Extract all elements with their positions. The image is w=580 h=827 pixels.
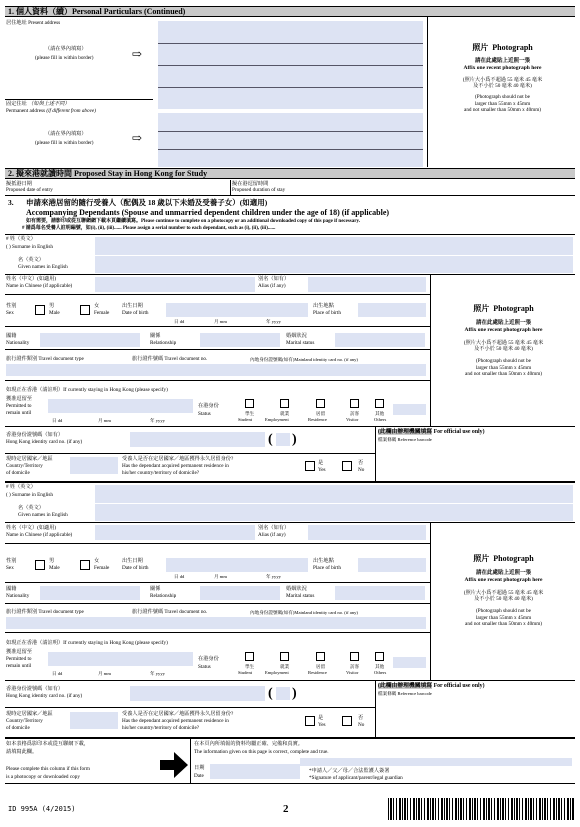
dep1-travel-field[interactable] [6,364,426,376]
dep1-female-zh: 女 [94,303,100,309]
permanent-address-label-zh: 固定住址 （如與上述不同） [6,101,70,107]
dep2-perm-q-en2: his/her country/territory of domicile? [122,725,200,731]
dep1-alias-field[interactable] [308,277,426,292]
dep1-permit-field[interactable] [48,399,193,413]
dep1-st-student-zh: 學生 [245,411,255,416]
dep2-alias-en: Alias (if any) [258,532,286,538]
dep2-pob-field[interactable] [358,558,426,572]
dep2-male-checkbox[interactable] [35,560,45,570]
dep2-dob-yyyy: 年 yyyy [266,574,281,579]
section-3-note-1: 如有需要，請影印或從互聯網網下載本頁繼續填寫。Please continue to complete on a photocopy or an additional downloaded copy of this page if necessary. [26,219,360,224]
dep1-given-zh: 名（英文） [18,257,44,263]
dep1-st-oth-zh: 其他 [375,411,385,416]
dep2-dob-zh: 出生日期 [122,558,143,564]
dep1-travel-type: 旅行證件類別 Travel document type [6,356,84,362]
dep2-dob-dd: 日 dd [174,574,185,579]
dep2-alias-field[interactable] [308,525,426,540]
dep2-travel-no: 旅行證件號碼 Travel document no. [132,609,208,615]
dep1-st-oth-en: Others [374,417,387,422]
dep2-ref-barcode: 檔案條碼 Reference barcode [378,691,432,696]
dep1-yes-zh: 是 [318,460,324,466]
dep2-no-zh: 否 [358,715,364,721]
dep1-male-checkbox[interactable] [35,305,45,315]
declaration-zh: 在本頁內所填報的資料均屬正確、完備和真實。 [194,741,303,747]
dep2-dob-en: Date of birth [122,565,149,571]
dep2-male-zh: 男 [49,558,55,564]
dep2-given-en: Given names in English [18,512,68,518]
duration-label-zh: 擬在港逗留時間 [232,181,269,187]
section-3-title-zh: 申請來港居留的隨行受養人（配偶及 18 歲以下未婚及受養子女）(如適用) [26,198,268,207]
dep1-no-checkbox[interactable] [342,461,352,471]
dep2-domicile-en1: Country/Territory [6,718,43,724]
dep2-st-emp-en: Employment [265,670,289,675]
dep2-st-res-zh: 居留 [316,664,326,669]
dep1-surname-zh: # 姓（英文） [6,236,36,242]
photo-size-en-2: larger than 55mm x 45mm [474,100,531,107]
dep1-permit-dd: 日 dd [52,418,63,423]
dep2-status-residence-checkbox[interactable] [316,652,325,661]
dep1-no-en: No [358,467,365,473]
dep2-dob-field[interactable] [166,558,308,572]
dep2-permit-mm: 月 mm [98,671,111,676]
dep2-yes-zh: 是 [318,715,324,721]
dep1-yes-en: Yes [318,467,326,473]
dep2-st-emp-zh: 就業 [280,664,290,669]
dep2-surname-field[interactable] [95,485,573,503]
dep2-st-oth-zh: 其他 [375,664,385,669]
dep1-sex-en: Sex [6,310,14,316]
dep2-in-hk: 如現正在香港（請註明）If currently staying in Hong Kong (please specify) [6,640,168,646]
dep2-hkid-paren: ( [268,686,273,701]
dep2-st-res-en: Residence [308,670,327,675]
dep1-st-res-en: Residence [308,417,327,422]
dep1-permit-en1: Permitted to [6,403,32,409]
dep2-permit-dd: 日 dd [52,671,63,676]
dep1-relationship-en: Relationship [150,340,177,346]
dep2-sex-en: Sex [6,565,14,571]
dep1-hkid-paren: ( [268,432,273,447]
dep2-status-en: Status [198,664,211,670]
photo-size-en-1: (Photograph should not be [475,94,530,101]
dep1-marital-zh: 婚姻狀況 [286,333,307,339]
dep1-status-employment-checkbox[interactable] [280,399,289,408]
dep2-surname-en: ( ) Surname in English [6,492,53,498]
dep1-nationality-en: Nationality [6,340,30,346]
section-2-header: 2. 擬來港就讀時間 Proposed Stay in Hong Kong for Study [5,168,575,179]
dep1-in-hk: 如現正在香港（請註明）If currently staying in Hong Kong (please specify) [6,387,168,393]
fill-hint-en: (please fill in within border) [35,55,94,61]
dep1-domicile-field[interactable] [70,457,118,474]
dep2-domicile-zh: 現時定居國家／地區 [6,711,53,717]
photocopy-note-zh-1: 如本表格爲影印本或從互聯網下載， [6,741,90,747]
dep2-travel-type: 旅行證件類別 Travel document type [6,609,84,615]
dep1-hkid-en: Hong Kong identity card no. (if any) [6,439,83,445]
dep1-alias-en: Alias (if any) [258,283,286,289]
dep2-status-others-checkbox[interactable] [375,652,384,661]
dep1-permit-mm: 月 mm [98,418,111,423]
dep1-dob-en: Date of birth [122,310,149,316]
section-3-number: 3. [8,198,14,207]
dep1-official-use: (此欄由辦理機關填寫 For official use only) [378,429,485,435]
dep1-nationality-field[interactable] [40,333,140,347]
section-3-note-2: # 請爲每名受養人註明編號，如(i), (ii), (iii)...... Please assign a serial number to each dependant, such as (i), (ii), (iii)...... [22,226,276,231]
dep2-chinese-name-en: Name in Chinese (if applicable) [6,532,73,538]
dep1-dob-zh: 出生日期 [122,303,143,309]
dep1-surname-en: ( ) Surname in English [6,244,53,250]
dep1-st-emp-en: Employment [265,417,289,422]
dep1-domicile-zh: 現時定居國家／地區 [6,456,53,462]
dep2-dob-mm: 月 mm [214,574,227,579]
signature-label-zh: *申請人／父／母／合法監護人簽署 [309,768,390,774]
dep2-no-en: No [358,722,365,728]
dep2-st-oth-en: Others [374,670,387,675]
dep1-marital-en: Marital status [286,340,315,346]
dep1-pob-zh: 出生地點 [313,303,334,309]
dep1-surname-field[interactable] [95,237,573,255]
dep2-official-use: (此欄由辦理機關填寫 For official use only) [378,683,485,689]
dep1-alias-zh: 別名（如有） [258,276,290,282]
dep1-st-student-en: Student [238,417,253,422]
dep1-relationship-zh: 關係 [150,333,161,339]
page-number: 2 [283,803,289,815]
dep2-marital-en: Marital status [286,593,315,599]
photocopy-note-en-2: is a photocopy or downloaded copy [6,774,80,780]
dep2-yes-en: Yes [318,722,326,728]
dep1-status-others-checkbox[interactable] [375,399,384,408]
photo-area-2[interactable]: 照片 Photograph 請在此處貼上近照一張 Affix one recent photograph here (照片大小爲不超過 55 毫米 45 毫米 及不小於 50 毫米 40 毫米) (Photograph should not be larger than 55mm x 45mm and not smaller than 50mm x 40mm) [463,304,544,377]
signature-field[interactable] [300,758,572,766]
fill-hint-zh-2: （請在界內填寫） [45,131,87,137]
date-field[interactable] [210,764,300,779]
dep2-status-zh: 在港身份 [198,656,219,662]
dep2-hkid-zh: 香港身份證號碼（如有） [6,686,64,692]
dep2-no-checkbox[interactable] [342,716,352,726]
dep1-given-en: Given names in English [18,264,68,270]
dep2-male-en: Male [49,565,60,571]
dep1-male-zh: 男 [49,303,55,309]
date-label-zh: 日期 [194,765,205,771]
dep1-permit-en2: remain until [6,410,32,416]
dep2-travel-field[interactable] [6,617,426,629]
dep2-nationality-field[interactable] [40,586,140,600]
dep1-dob-mm: 月 mm [214,319,227,324]
form-id: ID 995A (4/2015) [8,805,76,813]
dep2-hkid-paren-close: ) [292,686,297,701]
arrow-right-icon-2: ⇨ [132,131,143,145]
dep2-st-student-en: Student [238,670,253,675]
dep2-marital-zh: 婚姻狀況 [286,586,307,592]
dep2-permit-en2: remain until [6,663,32,669]
dep2-yes-checkbox[interactable] [305,716,315,726]
dep1-permit-zh: 獲准逗留至 [6,396,32,402]
dep2-chinese-name-zh: 姓名（中文）(如適用) [6,525,57,531]
dep1-dob-dd: 日 dd [174,319,185,324]
dep2-status-student-checkbox[interactable] [245,652,254,661]
dep2-status-visitor-checkbox[interactable] [350,652,359,661]
dep2-relationship-en: Relationship [150,593,177,599]
dep1-dob-yyyy: 年 yyyy [266,319,281,324]
fill-hint-zh: （請在界內填寫） [45,46,87,52]
dep2-sex-zh: 性別 [6,558,17,564]
dep1-female-en: Female [94,310,110,316]
dep1-given-field[interactable] [95,256,573,273]
dep2-given-zh: 名（英文） [18,505,44,511]
dep2-relationship-field[interactable] [200,586,280,600]
dep1-travel-no: 旅行證件號碼 Travel document no. [132,356,208,362]
dep2-hkid-field[interactable] [130,686,265,701]
dep2-st-student-zh: 學生 [245,664,255,669]
photo-area-1[interactable] [430,43,575,113]
photo-size-zh-2: 及不小於 50 毫米 40 毫米) [473,83,532,90]
dep2-chinese-name-field[interactable] [95,525,255,540]
dep1-st-res-zh: 居留 [316,411,326,416]
photo-affix-zh: 請在此處貼上近照一張 [474,58,530,64]
dep1-sex-zh: 性別 [6,303,17,309]
dep2-st-vis-zh: 訪客 [350,664,360,669]
section-3-title-en: Accompanying Dependants (Spouse and unmarried dependent children under the age of 18) (if applicable) [26,208,390,217]
dep1-relationship-field[interactable] [200,333,280,347]
fill-hint-en-2: (please fill in within border) [35,140,94,146]
signature-label-en: *Signature of applicant/parent/legal guardian [309,775,403,781]
dep1-hkid-zh: 香港身份證號碼（如有） [6,432,64,438]
dep1-pob-en: Place of birth [313,310,341,316]
dep1-female-checkbox[interactable] [80,305,90,315]
photocopy-note-zh-2: 請填寫此欄。 [6,749,38,755]
section-1-header: 1. 個人資料（續）Personal Particulars (Continued) [5,6,575,17]
dep1-domicile-en2: of domicile [6,470,30,476]
dep1-chinese-name-field[interactable] [95,277,255,292]
dep2-female-zh: 女 [94,558,100,564]
dep2-perm-q-en1: Has the dependant acquired permanent residence in [122,718,229,724]
photo-size-en-3: and not smaller than 50mm x 40mm) [464,106,541,113]
dep2-permit-en1: Permitted to [6,656,32,662]
dep1-status-other-field[interactable] [393,404,426,415]
dep1-hkid-field[interactable] [130,432,265,447]
dep1-permit-yyyy: 年 yyyy [150,418,165,423]
dep1-st-emp-zh: 就業 [280,411,290,416]
dep1-status-residence-checkbox[interactable] [316,399,325,408]
dep2-mainland-id: 內地身份證號碼(如有)Mainland identity card no. (if any) [250,610,358,615]
photocopy-note-en-1: Please complete this column if this form [6,766,90,772]
photo-area-3[interactable]: 照片 Photograph 請在此處貼上近照一張 Affix one recent photograph here (照片大小爲不超過 55 毫米 45 毫米 及不小於 50 毫米 40 毫米) (Photograph should not be larger than 55mm x 45mm and not smaller than 50mm x 40mm) [463,554,544,627]
dep2-pob-zh: 出生地點 [313,558,334,564]
dep1-yes-checkbox[interactable] [305,461,315,471]
dep2-domicile-en2: of domicile [6,725,30,731]
dep1-male-en: Male [49,310,60,316]
photo-size-zh-1: (照片大小爲不超過 55 毫米 45 毫米 [462,77,543,83]
dep2-given-field[interactable] [95,504,573,521]
dep2-hkid-check-digit[interactable] [276,687,290,700]
dep2-surname-zh: # 姓（英文） [6,484,36,490]
dep1-status-en: Status [198,411,211,417]
arrow-right-icon-filled [160,752,188,778]
dep1-dob-field[interactable] [166,303,308,317]
dep1-mainland-id: 內地身份證號碼(如有)Mainland identity card no. (if any) [250,357,358,362]
dep2-pob-en: Place of birth [313,565,341,571]
dep2-relationship-zh: 關係 [150,586,161,592]
dep2-permit-field[interactable] [48,652,193,666]
dep2-domicile-field[interactable] [70,712,118,729]
dep2-marital-field[interactable] [335,586,425,600]
dep1-status-zh: 在港身份 [198,403,219,409]
dep1-perm-q-en1: Has the dependant acquired permanent residence in [122,463,229,469]
dep1-nationality-zh: 國籍 [6,333,17,339]
entry-date-label-en: Proposed date of entry [6,187,53,193]
dep1-chinese-name-en: Name in Chinese (if applicable) [6,283,73,289]
photo-title: 照片 Photograph [472,43,533,52]
dep1-pob-field[interactable] [358,303,426,317]
declaration-en: The information given on this page is correct, complete and true. [194,749,329,755]
dep2-st-vis-en: Visitor [346,670,359,675]
arrow-right-icon: ⇨ [132,47,143,61]
dep1-perm-q-en2: his/her country/territory of domicile? [122,470,200,476]
dep2-nationality-en: Nationality [6,593,30,599]
dep2-female-checkbox[interactable] [80,560,90,570]
barcode-image [388,798,574,820]
permanent-address-label-en: Permanent address (if different from above) [6,108,96,114]
dep2-permit-yyyy: 年 yyyy [150,671,165,676]
dep2-female-en: Female [94,565,110,571]
dep1-hkid-check-digit[interactable] [276,433,290,446]
dep2-status-other-field[interactable] [393,657,426,668]
dep1-chinese-name-zh: 姓名（中文）(如適用) [6,276,57,282]
dep1-marital-field[interactable] [335,333,425,347]
dep1-st-vis-en: Visitor [346,417,359,422]
dep1-hkid-paren-close: ) [292,432,297,447]
permanent-address-field[interactable] [158,113,423,167]
dep2-permit-zh: 獲准逗留至 [6,649,32,655]
dep1-perm-q-zh: 受養人是否在定居國家／地區獲得永久居留身份? [122,456,234,462]
photo-affix-en: Affix one recent photograph here [463,65,542,71]
date-label-en: Date [194,773,204,779]
entry-date-label-zh: 擬抵港日期 [6,181,32,187]
dep2-hkid-en: Hong Kong identity card no. (if any) [6,693,83,699]
present-address-label: 居住地址 Present address [6,20,61,26]
dep2-alias-zh: 別名（如有） [258,525,290,531]
dep2-perm-q-zh: 受養人是否在定居國家／地區獲得永久居留身份? [122,711,234,717]
dep1-st-vis-zh: 訪客 [350,411,360,416]
dep1-domicile-en1: Country/Territory [6,463,43,469]
dep2-nationality-zh: 國籍 [6,586,17,592]
dep1-ref-barcode: 檔案條碼 Reference barcode [378,437,432,442]
dep2-status-employment-checkbox[interactable] [280,652,289,661]
dep1-no-zh: 否 [358,460,364,466]
dep1-status-student-checkbox[interactable] [245,399,254,408]
duration-label-en: Proposed duration of stay [232,187,286,193]
dep1-status-visitor-checkbox[interactable] [350,399,359,408]
